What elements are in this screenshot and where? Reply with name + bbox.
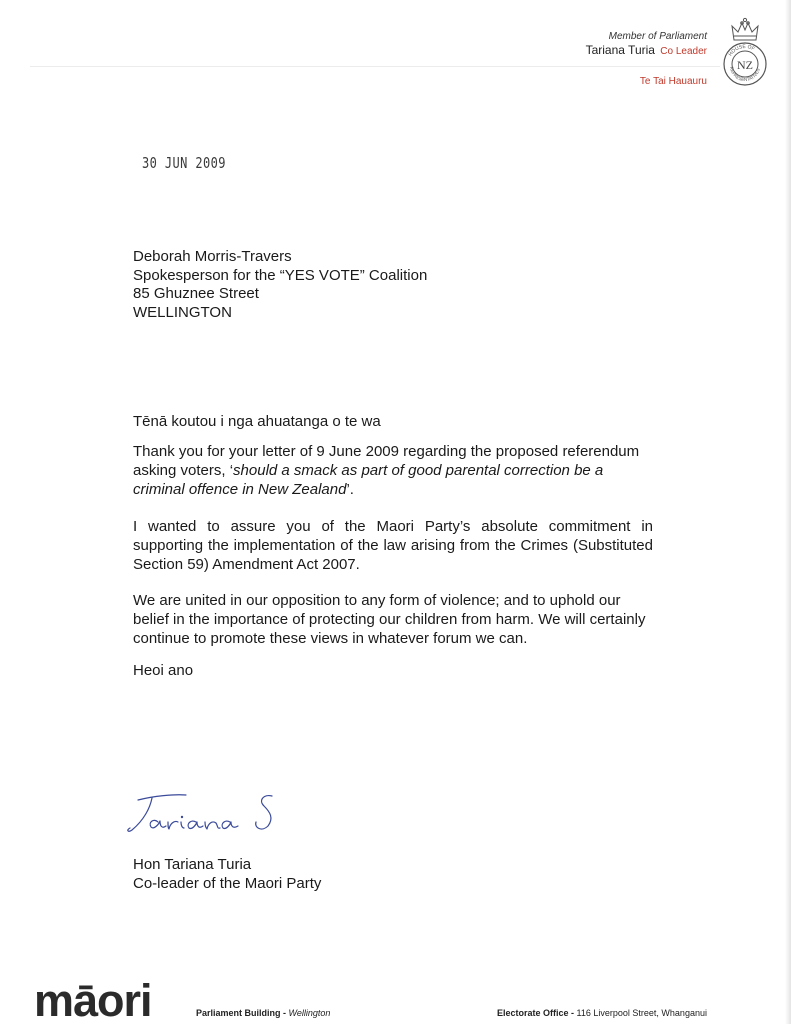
- date-stamp: 30 JUN 2009: [142, 154, 226, 172]
- footer-left-place: Wellington: [288, 1008, 331, 1018]
- paragraph-referendum-tail: ’.: [346, 481, 354, 498]
- paragraph-opposition: We are united in our opposition to any form of violence; and to uphold our belief in the importance of protecting our children from harm. We will certainly continue to promote these views in whatever forum we can.: [133, 592, 646, 647]
- footer-left-label: Parliament Building -: [196, 1008, 287, 1018]
- recipient-city: WELLINGTON: [133, 303, 232, 321]
- footer-right-label: Electorate Office -: [497, 1008, 575, 1018]
- signatory-role: Co-leader of the Maori Party: [133, 874, 322, 892]
- letterhead-name: Tariana Turia: [585, 43, 655, 57]
- svg-text:NZ: NZ: [737, 58, 753, 72]
- svg-text:HOUSE OF: HOUSE OF: [727, 43, 756, 58]
- recipient-address: [133, 248, 427, 322]
- letterhead-name-line: [586, 43, 707, 59]
- svg-text:REPRESENTATIVES: REPRESENTATIVES: [728, 66, 761, 83]
- footer-right-address: 116 Liverpool Street, Whanganui: [576, 1008, 707, 1018]
- letterhead: [586, 30, 707, 59]
- letterhead-electorate: Te Tai Hauauru: [639, 76, 707, 87]
- salutation: Tēnā koutou i nga ahuatanga o te wa: [133, 413, 381, 430]
- recipient-position: Spokesperson for the “YES VOTE” Coalition: [133, 266, 428, 284]
- signatory-name: Hon Tariana Turia: [133, 856, 252, 873]
- closing: Heoi ano: [133, 662, 194, 679]
- recipient-street: 85 Ghuznee Street: [133, 285, 259, 302]
- paragraph-referendum-lead: Thank you for your letter of 9 June 2009 regarding the proposed referendum asking voters, ‘: [133, 443, 640, 479]
- referendum-question: should a smack as part of good parental correction be a criminal offence in New Zealand: [133, 462, 604, 498]
- handwritten-signature: [124, 786, 294, 846]
- parliament-seal-icon: [721, 16, 769, 88]
- paragraph-referendum: [133, 442, 653, 499]
- maori-party-logo: māori: [34, 975, 152, 1026]
- footer-electorate-address: [497, 1008, 707, 1018]
- paragraph-commitment: I wanted to assure you of the Maori Party’s absolute commitment in supporting the implementation of the law arising from the Crimes (Substituted Section 59) Amendment Act 2007.: [133, 518, 653, 573]
- letterhead-role: Member of Parliament: [608, 31, 707, 42]
- recipient-name: Deborah Morris-Travers: [133, 248, 292, 265]
- letterhead-title: Co Leader: [660, 46, 707, 57]
- signatory-block: [133, 856, 321, 893]
- page-edge-shadow: [785, 0, 791, 1024]
- letterhead-rule: [30, 66, 720, 67]
- footer-parliament-address: [196, 1008, 330, 1018]
